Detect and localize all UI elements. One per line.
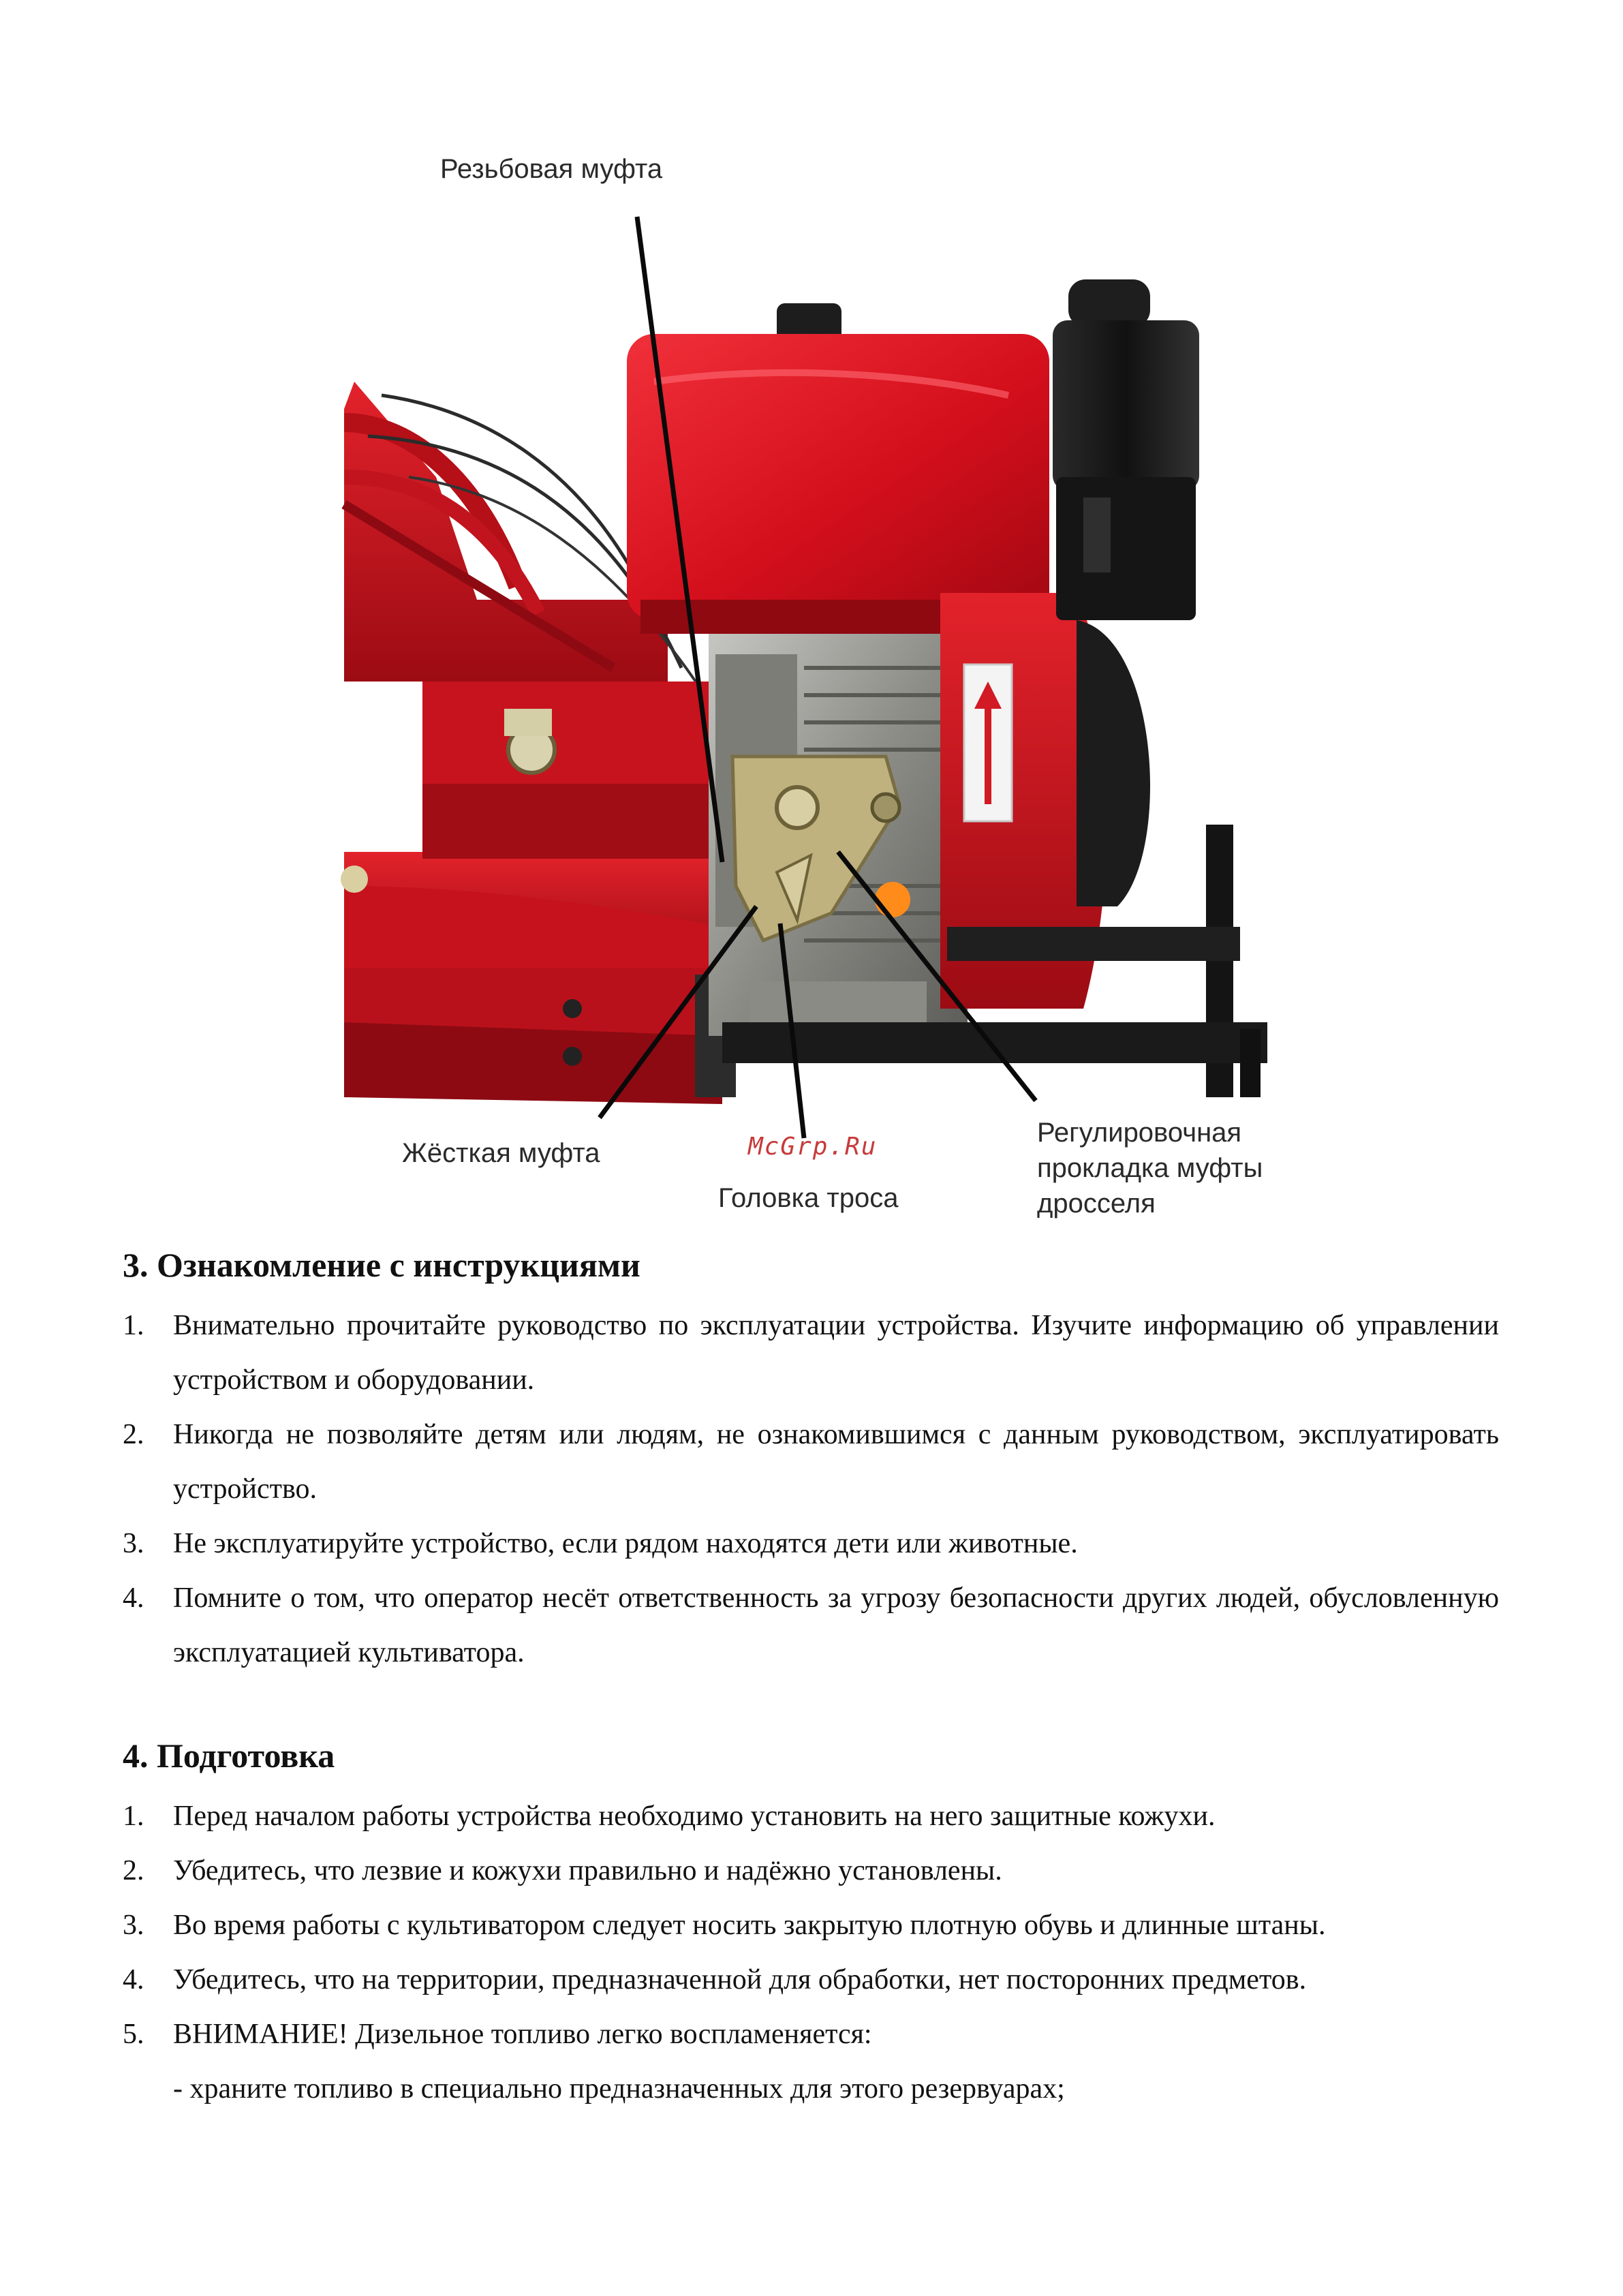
list-item: 1. Внимательно прочитайте руководство по эксплуатации устройства. Изучите информацию об управлении устройством и оборудовании. — [123, 1310, 1499, 1396]
air-filter — [1053, 279, 1199, 620]
list-item: 2. Никогда не позволяйте детям или людям, не ознакомившимся с данным руководством, эксплуатировать устройство. — [123, 1419, 1499, 1505]
list-sub-item: - храните топливо в специально предназначенных для этого резервуарах; — [173, 2073, 1065, 2104]
watermark: McGrp.Ru — [748, 1133, 878, 1161]
list-item: 4. Убедитесь, что на территории, предназначенной для обработки, нет посторонних предметов. — [123, 1964, 1307, 1995]
list-item: 5. ВНИМАНИЕ! Дизельное топливо легко воспламеняется: — [123, 2019, 872, 2050]
section-instructions — [123, 1242, 1499, 1680]
section-title: 4. Подготовка — [123, 1736, 335, 1775]
tiller-body — [341, 682, 736, 1104]
label-rigid-coupling: Жёсткая муфта — [402, 1138, 600, 1168]
label-throttle-gasket: Регулировочная прокладка муфты дросселя — [1037, 1118, 1263, 1219]
list-item: 2. Убедитесь, что лезвие и кожухи правильно и надёжно установлены. — [123, 1855, 1002, 1886]
preparation-list — [123, 1789, 1499, 2062]
list-item: 4. Помните о том, что оператор несёт ответственность за угрозу безопасности других людей, обусловленную эксплуатацией культиватора. — [123, 1582, 1499, 1668]
engine-block — [709, 613, 968, 1036]
section-preparation — [123, 1733, 1499, 2116]
list-item: 3. Не эксплуатируйте устройство, если рядом находятся дети или животные. — [123, 1528, 1078, 1559]
label-threaded-coupling: Резьбовая муфта — [440, 154, 663, 184]
list-item: 3. Во время работы с культиватором следует носить закрытую плотную обувь и длинные штаны. — [123, 1910, 1326, 1941]
list-item: 1. Перед началом работы устройства необходимо установить на него защитные кожухи. — [123, 1801, 1216, 1832]
section-title: 3. Ознакомление с инструкциями — [123, 1246, 640, 1284]
fuel-tank — [627, 303, 1049, 634]
label-cable-head: Головка троса — [718, 1183, 899, 1213]
instructions-list — [123, 1298, 1499, 1680]
